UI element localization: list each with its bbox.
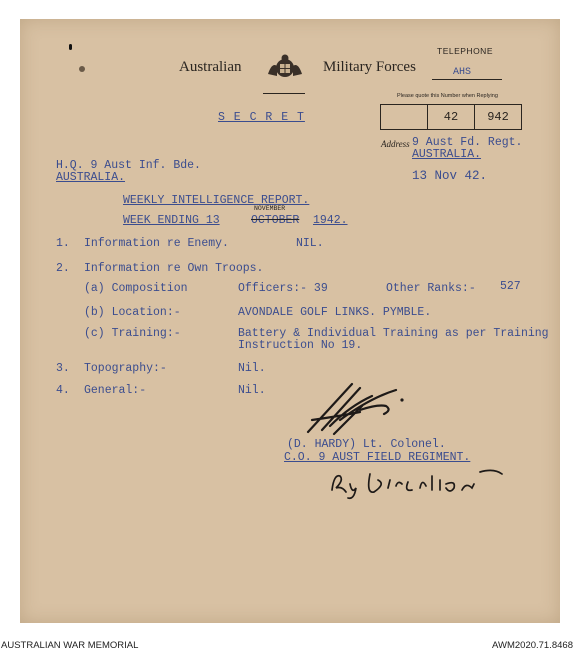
letter-date: 13 Nov 42. (412, 169, 488, 183)
ref-cell-2: 42 (428, 105, 475, 129)
item-2c-label: (c) Training:- (84, 327, 181, 340)
ref-cell-1 (381, 105, 428, 129)
ref-cell-3: 942 (487, 110, 509, 124)
signatory-title: C.O. 9 AUST FIELD REGIMENT. (284, 451, 471, 464)
address-label: Address (381, 139, 410, 149)
report-week-month-struck: OCTOBER (251, 214, 300, 227)
telephone-label: TELEPHONE (437, 46, 493, 56)
signature-scribble-icon (300, 376, 430, 445)
by-direction-handwriting (326, 466, 506, 507)
coat-of-arms-icon (264, 52, 306, 85)
item-2a-label: (a) Composition (84, 282, 188, 295)
reply-note: Please quote this Number when Replying (397, 93, 498, 99)
hole-mark-icon (79, 66, 85, 72)
footer-institution: AUSTRALIAN WAR MEMORIAL (1, 640, 139, 651)
address-line1: 9 Aust Fd. Regt. (412, 136, 523, 149)
recipient-line2: AUSTRALIA. (56, 171, 126, 184)
classification: S E C R E T (218, 111, 305, 124)
item-3-number: 3. (56, 362, 70, 375)
item-2-label: Information re Own Troops. (84, 262, 264, 275)
item-2c-value-line2: Instruction No 19. (238, 339, 363, 352)
letterhead-divider (263, 93, 305, 94)
item-1-number: 1. (56, 237, 70, 250)
letterhead-right: Military Forces (323, 59, 416, 75)
item-2a-officers: Officers:- 39 (238, 282, 328, 295)
signatory-name: (D. HARDY) Lt. Colonel. (287, 438, 446, 451)
footer-accession-number: AWM2020.71.8468 (492, 640, 573, 651)
item-2b-label: (b) Location:- (84, 306, 181, 319)
item-1-label: Information re Enemy. (84, 237, 229, 250)
letterhead-left: Australian (179, 59, 242, 75)
item-2a-other-ranks: Other Ranks:- (386, 282, 476, 295)
item-2b-value: AVONDALE GOLF LINKS. PYMBLE. (238, 306, 432, 319)
item-3-label: Topography:- (84, 362, 167, 375)
report-title: WEEKLY INTELLIGENCE REPORT. (123, 194, 310, 207)
telephone-line (432, 79, 502, 80)
punch-mark-icon (69, 44, 72, 50)
report-week-month-inserted: NOVEMBER (254, 205, 286, 212)
recipient-line1: H.Q. 9 Aust Inf. Bde. (56, 159, 201, 172)
address-line2: AUSTRALIA. (412, 148, 482, 161)
item-4-label: General:- (84, 384, 147, 397)
item-4-value: Nil. (238, 384, 266, 397)
item-1-value: NIL. (296, 237, 324, 250)
item-2-number: 2. (56, 262, 70, 275)
item-4-number: 4. (56, 384, 70, 397)
item-2c-value-line1: Battery & Individual Training as per Training (238, 327, 549, 340)
report-week-year: 1942. (313, 214, 348, 227)
item-3-value: Nil. (238, 362, 266, 375)
report-week-prefix: WEEK ENDING 13 (123, 214, 220, 227)
item-2a-other-ranks-value: 527 (500, 280, 521, 293)
telephone-value: AHS (453, 67, 472, 78)
reference-number-box (380, 104, 522, 130)
